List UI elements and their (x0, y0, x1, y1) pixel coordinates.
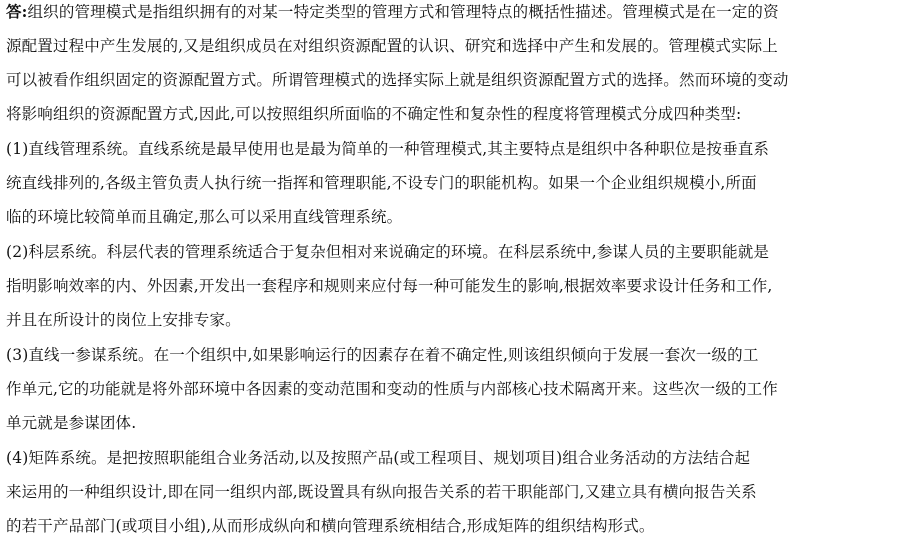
text-line-4: 将影响组织的资源配置方式,因此,可以按照组织所面临的不确定性和复杂性的程度将管理模式分成四种类型: (6, 105, 742, 123)
answer-label: 答: (6, 2, 28, 21)
text-line-1 (6, 0, 779, 24)
text-line-6: 统直线排列的,各级主管负责人执行统一指挥和管理职能,不设专门的职能机构。如果一个企业组织规模小,所面 (6, 174, 757, 192)
text-line-3: 可以被看作组织固定的资源配置方式。所谓管理模式的选择实际上就是组织资源配置方式的选择。然而环境的变动 (6, 71, 789, 89)
text-line-13: 单元就是参谋团体. (6, 414, 137, 432)
text-line-5: (1)直线管理系统。直线系统是最早使用也是最为简单的一种管理模式,其主要特点是组织中各种职位是按垂直系 (6, 140, 770, 158)
text-line-8: (2)科层系统。科层代表的管理系统适合于复杂但相对来说确定的环境。在科层系统中,参谋人员的主要职能就是 (6, 243, 770, 261)
text-line-12: 作单元,它的功能就是将外部环境中各因素的变动范围和变动的性质与内部核心技术隔离开来。这些次一级的工作 (6, 380, 778, 398)
text-line-10: 并且在所设计的岗位上安排专家。 (6, 311, 241, 329)
text-line-14: (4)矩阵系统。是把按照职能组合业务活动,以及按照产品(或工程项目、规划项目)组合业务活动的方法结合起 (6, 449, 751, 467)
text-line-9: 指明影响效率的内、外因素,开发出一套程序和规则来应付每一种可能发生的影响,根据效率要求设计任务和工作, (6, 277, 773, 295)
text-line-15: 来运用的一种组织设计,即在同一组织内部,既设置具有纵向报告关系的若干职能部门,又建立具有横向报告关系 (6, 483, 757, 501)
text-line-16: 的若干产品部门(或项目小组),从而形成纵向和横向管理系统相结合,形成矩阵的组织结构形式。 (6, 517, 655, 535)
text-line-11: (3)直线一参谋系统。在一个组织中,如果影响运行的因素存在着不确定性,则该组织倾向于发展一套次一级的工 (6, 346, 759, 364)
line-text: 组织的管理模式是指组织拥有的对某一特定类型的管理方式和管理特点的概括性描述。管理模式是在一定的资 (27, 3, 779, 21)
text-line-2: 源配置过程中产生发展的,又是组织成员在对组织资源配置的认识、研究和选择中产生和发展的。管理模式实际上 (6, 37, 778, 55)
text-line-7: 临的环境比较简单而且确定,那么可以采用直线管理系统。 (6, 208, 403, 226)
